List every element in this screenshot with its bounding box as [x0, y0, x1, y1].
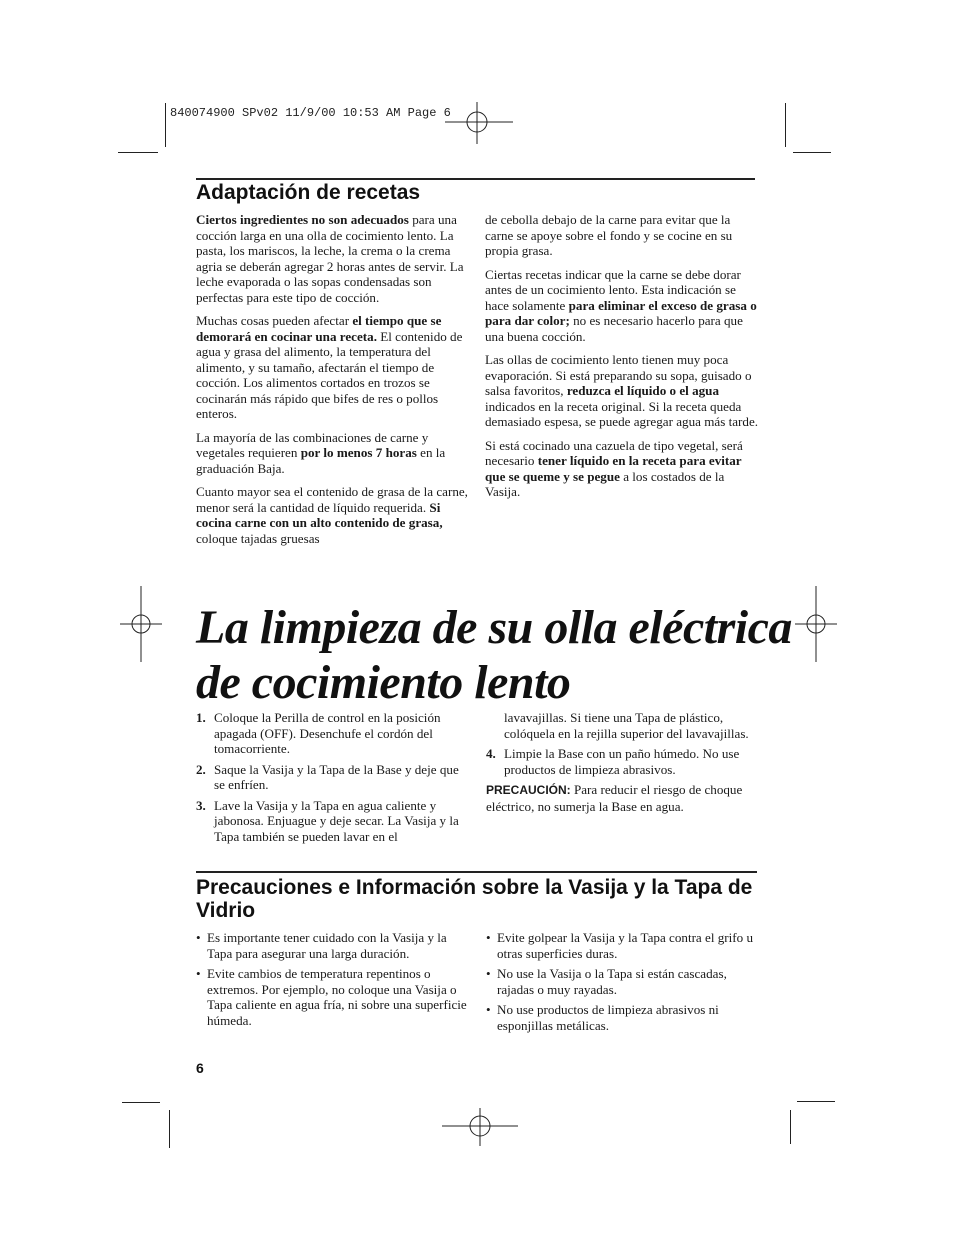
precautions-right-column	[486, 930, 760, 1038]
section-rule	[196, 178, 755, 180]
recetas-left-column	[196, 212, 468, 554]
list-item	[196, 930, 472, 961]
paragraph	[196, 313, 468, 422]
caution-label: PRECAUCIÓN:	[486, 783, 571, 797]
text-run: para una cocción larga en una olla de cocimiento lento. La pasta, los mariscos, la leche, la crema o la crema agria se deberán agregar 2 horas antes de servir. La leche evaporada o las sopas condensadas son perfectas para este tipo de cocción.	[196, 212, 464, 305]
text-run: El contenido de agua y grasa del alimento, la temperatura del alimento, y su tamaño, afectarán el tiempo de cocción. Los alimentos cortados en trozos se cocinarán más rápido que bifes de res o pollos enteros.	[196, 328, 463, 421]
text-run: Ciertas recetas indicar que la carne se debe dorar antes de un cocimiento lento. Esta indicación se hace solamente	[485, 266, 741, 313]
list-item	[486, 1002, 760, 1033]
caution-note	[486, 782, 760, 814]
list-item	[486, 746, 760, 777]
bullet-icon: •	[486, 966, 491, 981]
crop-mark	[122, 1102, 160, 1103]
precautions-list-right	[486, 930, 760, 1033]
cleaning-title-line2: de cocimiento lento	[196, 656, 571, 709]
bullet-icon: •	[196, 966, 201, 981]
registration-mark-icon	[445, 100, 515, 146]
paragraph	[485, 438, 760, 500]
crop-mark	[785, 103, 786, 147]
text-run: de cebolla debajo de la carne para evitar que la carne se apoye sobre el fondo y se cocine en su propia grasa.	[485, 212, 733, 258]
text-run: coloque tajadas gruesas	[196, 530, 320, 546]
precautions-list-left	[196, 930, 472, 1028]
paragraph	[485, 267, 760, 345]
bold-text: el tiempo que se demorará en cocinar una receta.	[196, 313, 442, 344]
bold-text: reduzca el líquido o el agua	[566, 383, 719, 398]
paragraph	[196, 484, 468, 546]
paragraph	[485, 212, 760, 259]
text-run: Muchas cosas pueden afectar	[196, 313, 353, 328]
bullet-text: Evite cambios de temperatura repentinos o extremos. Por ejemplo, no coloque una Vasija o Tapa caliente en agua fría, ni sobre una superficie húmeda.	[207, 966, 467, 1028]
cleaning-steps-right	[486, 746, 760, 777]
bold-text: tener líquido en la receta para evitar que se queme y se pegue	[485, 453, 742, 484]
cleaning-title-line1: La limpieza de su olla eléctrica	[196, 601, 792, 654]
text-run: a los costados de la Vasija.	[485, 468, 725, 499]
step-number: 1.	[196, 710, 206, 725]
crop-mark	[118, 152, 158, 153]
step-number: 4.	[486, 746, 496, 761]
section-rule	[196, 871, 757, 873]
precautions-left-column	[196, 930, 472, 1033]
list-item	[486, 966, 760, 997]
step-number: 2.	[196, 761, 206, 777]
crop-mark	[165, 103, 166, 147]
crop-mark	[793, 152, 831, 153]
crop-mark	[797, 1101, 835, 1102]
paragraph	[196, 212, 468, 305]
paragraph	[196, 430, 468, 477]
caution-text: Para reducir el riesgo de choque eléctrico, no sumerja la Base en agua.	[486, 782, 743, 814]
text-run: Las ollas de cocimiento lento tienen muy poca evaporación. Si está preparando su sopa, guisado o salsa favoritos,	[485, 352, 752, 398]
cleaning-title	[196, 600, 816, 710]
cleaning-steps	[196, 710, 468, 844]
bold-text: Si cocina carne con un alto contenido de grasa,	[196, 499, 443, 530]
bullet-icon: •	[196, 930, 201, 945]
crop-mark	[790, 1110, 791, 1144]
bold-text: para eliminar el exceso de grasa o para dar color;	[485, 297, 757, 328]
section-heading-recetas: Adaptación de recetas	[196, 181, 421, 204]
section-heading-precauciones: Precauciones e Información sobre la Vasija y la Tapa de Vidrio	[196, 876, 753, 922]
text-run: indicados en la receta original. Si la receta queda demasiado espesa, se puede agregar agua más tarde.	[485, 398, 759, 429]
bullet-text: No use la Vasija o la Tapa si están cascadas, rajadas o muy rayadas.	[497, 966, 727, 997]
print-info: 840074900 SPv02 11/9/00 10:53 AM Page 6	[170, 106, 451, 120]
list-item	[196, 710, 468, 757]
bullet-text: Evite golpear la Vasija y la Tapa contra el grifo u otras superficies duras.	[497, 930, 754, 961]
registration-mark-icon	[442, 1108, 518, 1148]
cleaning-right-column	[486, 710, 760, 814]
bullet-icon: •	[486, 930, 491, 945]
bullet-text: No use productos de limpieza abrasivos ni esponjillas metálicas.	[497, 1002, 719, 1033]
paragraph	[485, 352, 760, 430]
cleaning-left-column	[196, 710, 468, 849]
list-item	[196, 798, 468, 845]
list-item	[196, 966, 472, 1028]
step-text: Limpie la Base con un paño húmedo. No use productos de limpieza abrasivos.	[504, 746, 740, 777]
text-run: no es necesario hacerlo para que una buena cocción.	[485, 313, 743, 344]
list-item	[486, 930, 760, 961]
text-run: Cuanto mayor sea el contenido de grasa de la carne, menor será la cantidad de líquido requerida.	[196, 484, 468, 515]
bullet-icon: •	[486, 1002, 491, 1017]
registration-mark-icon	[120, 586, 162, 662]
page-number: 6	[196, 1060, 204, 1076]
step-text: Lave la Vasija y la Tapa en agua caliente y jabonosa. Enjuague y deje secar. La Vasija y la Tapa también se pueden lavar en el	[214, 797, 459, 844]
step-number: 3.	[196, 797, 206, 813]
step-text: Coloque la Perilla de control en la posición apagada (OFF). Desenchufe el cordón del tomacorriente.	[214, 710, 441, 756]
recetas-right-column	[485, 212, 760, 508]
bold-text: por lo menos 7 horas	[300, 445, 417, 460]
list-item	[196, 762, 468, 793]
text-run: en la graduación Baja.	[196, 445, 446, 476]
crop-mark	[169, 1110, 170, 1148]
step3-continued: lavavajillas. Si tiene una Tapa de plástico, colóquela en la rejilla superior del lavavajillas.	[504, 710, 749, 741]
bullet-text: Es importante tener cuidado con la Vasija y la Tapa para asegurar una larga duración.	[207, 930, 447, 961]
text-run: La mayoría de las combinaciones de carne y vegetales requieren	[196, 429, 429, 460]
text-run: Si está cocinado una cazuela de tipo vegetal, será necesario	[485, 437, 743, 468]
bold-text: Ciertos ingredientes no son adecuados	[196, 212, 409, 227]
step-text: Saque la Vasija y la Tapa de la Base y deje que se enfríen.	[214, 761, 459, 792]
